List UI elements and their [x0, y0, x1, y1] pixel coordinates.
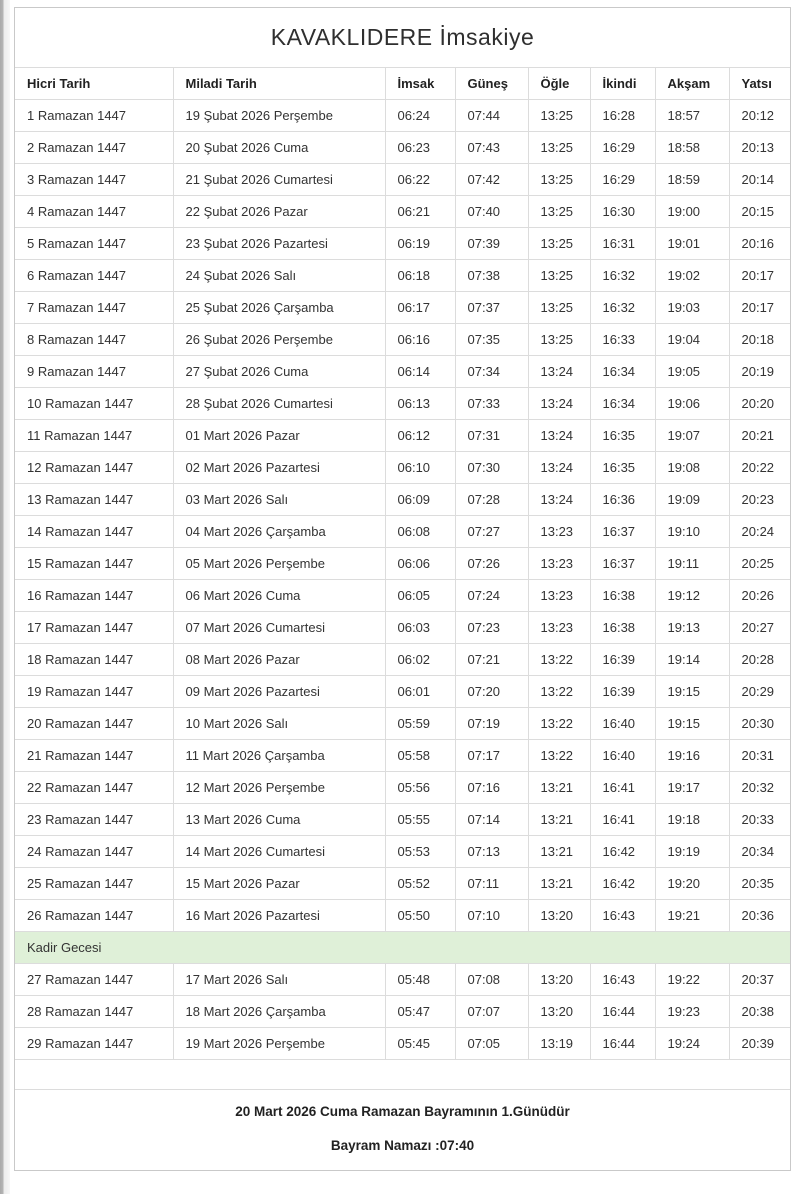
hicri-date-cell: 24 Ramazan 1447 — [15, 836, 173, 868]
miladi-date-cell: 08 Mart 2026 Pazar — [173, 644, 385, 676]
kadir-gecesi-label: Kadir Gecesi — [15, 932, 790, 964]
table-row — [15, 228, 790, 260]
time-cell: 20:12 — [729, 100, 790, 132]
title-block — [15, 8, 790, 68]
miladi-date-cell: 02 Mart 2026 Pazartesi — [173, 452, 385, 484]
time-cell: 19:13 — [655, 612, 729, 644]
time-cell: 07:37 — [455, 292, 528, 324]
time-cell: 06:22 — [385, 164, 455, 196]
time-cell: 19:10 — [655, 516, 729, 548]
time-cell: 05:59 — [385, 708, 455, 740]
miladi-date-cell: 26 Şubat 2026 Perşembe — [173, 324, 385, 356]
miladi-date-cell: 28 Şubat 2026 Cumartesi — [173, 388, 385, 420]
time-cell: 13:25 — [528, 292, 590, 324]
time-cell: 20:23 — [729, 484, 790, 516]
time-cell: 13:20 — [528, 964, 590, 996]
time-cell: 19:19 — [655, 836, 729, 868]
bayram-day-note: 20 Mart 2026 Cuma Ramazan Bayramının 1.Günüdür — [235, 1104, 570, 1119]
time-cell: 20:20 — [729, 388, 790, 420]
time-cell: 16:29 — [590, 132, 655, 164]
time-cell: 20:28 — [729, 644, 790, 676]
miladi-date-cell: 15 Mart 2026 Pazar — [173, 868, 385, 900]
time-cell: 16:38 — [590, 612, 655, 644]
prayer-times-table — [15, 68, 790, 1060]
time-cell: 16:37 — [590, 516, 655, 548]
time-cell: 20:34 — [729, 836, 790, 868]
table-row — [15, 964, 790, 996]
time-cell: 20:22 — [729, 452, 790, 484]
table-row — [15, 516, 790, 548]
time-cell: 16:37 — [590, 548, 655, 580]
table-row — [15, 804, 790, 836]
time-cell: 19:04 — [655, 324, 729, 356]
table-row — [15, 324, 790, 356]
hicri-date-cell: 18 Ramazan 1447 — [15, 644, 173, 676]
time-cell: 19:09 — [655, 484, 729, 516]
table-row — [15, 260, 790, 292]
time-cell: 16:40 — [590, 708, 655, 740]
time-cell: 19:16 — [655, 740, 729, 772]
hicri-date-cell: 21 Ramazan 1447 — [15, 740, 173, 772]
time-cell: 07:17 — [455, 740, 528, 772]
miladi-date-cell: 11 Mart 2026 Çarşamba — [173, 740, 385, 772]
miladi-date-cell: 22 Şubat 2026 Pazar — [173, 196, 385, 228]
hicri-date-cell: 13 Ramazan 1447 — [15, 484, 173, 516]
time-cell: 07:24 — [455, 580, 528, 612]
time-cell: 13:21 — [528, 836, 590, 868]
miladi-date-cell: 17 Mart 2026 Salı — [173, 964, 385, 996]
time-cell: 13:25 — [528, 100, 590, 132]
hicri-date-cell: 19 Ramazan 1447 — [15, 676, 173, 708]
table-row — [15, 708, 790, 740]
column-header: Yatsı — [729, 68, 790, 100]
hicri-date-cell: 12 Ramazan 1447 — [15, 452, 173, 484]
time-cell: 16:34 — [590, 356, 655, 388]
time-cell: 06:13 — [385, 388, 455, 420]
time-cell: 13:20 — [528, 996, 590, 1028]
time-cell: 19:08 — [655, 452, 729, 484]
column-header: Miladi Tarih — [173, 68, 385, 100]
time-cell: 13:22 — [528, 740, 590, 772]
time-cell: 18:58 — [655, 132, 729, 164]
time-cell: 16:42 — [590, 836, 655, 868]
time-cell: 07:07 — [455, 996, 528, 1028]
time-cell: 13:22 — [528, 644, 590, 676]
hicri-date-cell: 2 Ramazan 1447 — [15, 132, 173, 164]
time-cell: 19:23 — [655, 996, 729, 1028]
time-cell: 13:23 — [528, 516, 590, 548]
hicri-date-cell: 27 Ramazan 1447 — [15, 964, 173, 996]
time-cell: 20:30 — [729, 708, 790, 740]
time-cell: 13:22 — [528, 708, 590, 740]
time-cell: 13:24 — [528, 356, 590, 388]
time-cell: 07:16 — [455, 772, 528, 804]
time-cell: 16:31 — [590, 228, 655, 260]
time-cell: 19:15 — [655, 708, 729, 740]
miladi-date-cell: 13 Mart 2026 Cuma — [173, 804, 385, 836]
time-cell: 07:27 — [455, 516, 528, 548]
time-cell: 19:01 — [655, 228, 729, 260]
hicri-date-cell: 16 Ramazan 1447 — [15, 580, 173, 612]
time-cell: 07:08 — [455, 964, 528, 996]
table-row — [15, 740, 790, 772]
miladi-date-cell: 18 Mart 2026 Çarşamba — [173, 996, 385, 1028]
time-cell: 13:23 — [528, 548, 590, 580]
time-cell: 06:16 — [385, 324, 455, 356]
time-cell: 06:19 — [385, 228, 455, 260]
hicri-date-cell: 6 Ramazan 1447 — [15, 260, 173, 292]
time-cell: 06:02 — [385, 644, 455, 676]
time-cell: 07:43 — [455, 132, 528, 164]
time-cell: 06:21 — [385, 196, 455, 228]
time-cell: 19:02 — [655, 260, 729, 292]
time-cell: 16:35 — [590, 452, 655, 484]
time-cell: 06:08 — [385, 516, 455, 548]
time-cell: 20:26 — [729, 580, 790, 612]
empty-row — [15, 1060, 790, 1090]
time-cell: 20:17 — [729, 260, 790, 292]
time-cell: 06:01 — [385, 676, 455, 708]
time-cell: 06:18 — [385, 260, 455, 292]
time-cell: 20:19 — [729, 356, 790, 388]
time-cell: 16:39 — [590, 644, 655, 676]
hicri-date-cell: 20 Ramazan 1447 — [15, 708, 173, 740]
table-row — [15, 132, 790, 164]
hicri-date-cell: 9 Ramazan 1447 — [15, 356, 173, 388]
time-cell: 13:25 — [528, 132, 590, 164]
time-cell: 19:20 — [655, 868, 729, 900]
time-cell: 16:41 — [590, 772, 655, 804]
time-cell: 07:28 — [455, 484, 528, 516]
hicri-date-cell: 29 Ramazan 1447 — [15, 1028, 173, 1060]
hicri-date-cell: 11 Ramazan 1447 — [15, 420, 173, 452]
time-cell: 20:36 — [729, 900, 790, 932]
hicri-date-cell: 17 Ramazan 1447 — [15, 612, 173, 644]
prayer-table-body — [15, 100, 790, 1060]
time-cell: 20:29 — [729, 676, 790, 708]
time-cell: 19:15 — [655, 676, 729, 708]
table-row — [15, 452, 790, 484]
time-cell: 16:44 — [590, 1028, 655, 1060]
table-row — [15, 644, 790, 676]
time-cell: 20:32 — [729, 772, 790, 804]
time-cell: 20:39 — [729, 1028, 790, 1060]
time-cell: 20:37 — [729, 964, 790, 996]
time-cell: 16:35 — [590, 420, 655, 452]
time-cell: 13:25 — [528, 164, 590, 196]
time-cell: 20:14 — [729, 164, 790, 196]
table-row — [15, 420, 790, 452]
time-cell: 20:38 — [729, 996, 790, 1028]
time-cell: 05:53 — [385, 836, 455, 868]
hicri-date-cell: 7 Ramazan 1447 — [15, 292, 173, 324]
time-cell: 07:44 — [455, 100, 528, 132]
time-cell: 06:10 — [385, 452, 455, 484]
table-row — [15, 772, 790, 804]
time-cell: 20:24 — [729, 516, 790, 548]
time-cell: 13:22 — [528, 676, 590, 708]
time-cell: 13:21 — [528, 772, 590, 804]
time-cell: 06:14 — [385, 356, 455, 388]
time-cell: 20:13 — [729, 132, 790, 164]
time-cell: 07:35 — [455, 324, 528, 356]
page-title: KAVAKLIDERE İmsakiye — [270, 24, 535, 50]
time-cell: 19:24 — [655, 1028, 729, 1060]
time-cell: 05:56 — [385, 772, 455, 804]
miladi-date-cell: 09 Mart 2026 Pazartesi — [173, 676, 385, 708]
hicri-date-cell: 15 Ramazan 1447 — [15, 548, 173, 580]
hicri-date-cell: 1 Ramazan 1447 — [15, 100, 173, 132]
table-row — [15, 292, 790, 324]
time-cell: 13:25 — [528, 324, 590, 356]
miladi-date-cell: 25 Şubat 2026 Çarşamba — [173, 292, 385, 324]
hicri-date-cell: 3 Ramazan 1447 — [15, 164, 173, 196]
time-cell: 05:45 — [385, 1028, 455, 1060]
time-cell: 06:05 — [385, 580, 455, 612]
time-cell: 20:17 — [729, 292, 790, 324]
time-cell: 16:41 — [590, 804, 655, 836]
column-header: Güneş — [455, 68, 528, 100]
time-cell: 06:24 — [385, 100, 455, 132]
time-cell: 16:32 — [590, 260, 655, 292]
hicri-date-cell: 14 Ramazan 1447 — [15, 516, 173, 548]
footer-block — [15, 1090, 790, 1170]
hicri-date-cell: 10 Ramazan 1447 — [15, 388, 173, 420]
time-cell: 13:20 — [528, 900, 590, 932]
time-cell: 18:59 — [655, 164, 729, 196]
time-cell: 16:44 — [590, 996, 655, 1028]
miladi-date-cell: 27 Şubat 2026 Cuma — [173, 356, 385, 388]
time-cell: 05:48 — [385, 964, 455, 996]
time-cell: 07:34 — [455, 356, 528, 388]
table-row — [15, 484, 790, 516]
time-cell: 16:36 — [590, 484, 655, 516]
time-cell: 13:24 — [528, 420, 590, 452]
column-header: İkindi — [590, 68, 655, 100]
miladi-date-cell: 06 Mart 2026 Cuma — [173, 580, 385, 612]
time-cell: 16:39 — [590, 676, 655, 708]
time-cell: 07:10 — [455, 900, 528, 932]
hicri-date-cell: 22 Ramazan 1447 — [15, 772, 173, 804]
time-cell: 07:39 — [455, 228, 528, 260]
miladi-date-cell: 03 Mart 2026 Salı — [173, 484, 385, 516]
time-cell: 20:16 — [729, 228, 790, 260]
time-cell: 19:17 — [655, 772, 729, 804]
table-row — [15, 868, 790, 900]
miladi-date-cell: 05 Mart 2026 Perşembe — [173, 548, 385, 580]
time-cell: 06:06 — [385, 548, 455, 580]
time-cell: 20:27 — [729, 612, 790, 644]
table-row — [15, 548, 790, 580]
time-cell: 20:25 — [729, 548, 790, 580]
time-cell: 20:33 — [729, 804, 790, 836]
hicri-date-cell: 26 Ramazan 1447 — [15, 900, 173, 932]
time-cell: 05:50 — [385, 900, 455, 932]
hicri-date-cell: 5 Ramazan 1447 — [15, 228, 173, 260]
table-row — [15, 100, 790, 132]
time-cell: 07:40 — [455, 196, 528, 228]
miladi-date-cell: 21 Şubat 2026 Cumartesi — [173, 164, 385, 196]
miladi-date-cell: 24 Şubat 2026 Salı — [173, 260, 385, 292]
time-cell: 19:03 — [655, 292, 729, 324]
table-row — [15, 196, 790, 228]
miladi-date-cell: 20 Şubat 2026 Cuma — [173, 132, 385, 164]
time-cell: 07:33 — [455, 388, 528, 420]
time-cell: 13:21 — [528, 868, 590, 900]
time-cell: 16:30 — [590, 196, 655, 228]
time-cell: 05:47 — [385, 996, 455, 1028]
table-row — [15, 676, 790, 708]
time-cell: 07:30 — [455, 452, 528, 484]
imsakiye-card — [14, 7, 791, 1171]
table-row — [15, 388, 790, 420]
column-header: Öğle — [528, 68, 590, 100]
miladi-date-cell: 14 Mart 2026 Cumartesi — [173, 836, 385, 868]
hicri-date-cell: 4 Ramazan 1447 — [15, 196, 173, 228]
time-cell: 06:23 — [385, 132, 455, 164]
time-cell: 19:07 — [655, 420, 729, 452]
table-row — [15, 164, 790, 196]
time-cell: 16:29 — [590, 164, 655, 196]
time-cell: 07:26 — [455, 548, 528, 580]
time-cell: 19:18 — [655, 804, 729, 836]
miladi-date-cell: 01 Mart 2026 Pazar — [173, 420, 385, 452]
time-cell: 07:11 — [455, 868, 528, 900]
time-cell: 06:12 — [385, 420, 455, 452]
table-row — [15, 996, 790, 1028]
time-cell: 07:14 — [455, 804, 528, 836]
time-cell: 07:31 — [455, 420, 528, 452]
time-cell: 20:35 — [729, 868, 790, 900]
table-row — [15, 1028, 790, 1060]
miladi-date-cell: 16 Mart 2026 Pazartesi — [173, 900, 385, 932]
time-cell: 13:24 — [528, 388, 590, 420]
table-row — [15, 900, 790, 932]
miladi-date-cell: 19 Şubat 2026 Perşembe — [173, 100, 385, 132]
time-cell: 07:21 — [455, 644, 528, 676]
miladi-date-cell: 10 Mart 2026 Salı — [173, 708, 385, 740]
time-cell: 07:20 — [455, 676, 528, 708]
bayram-namazi-time: Bayram Namazı :07:40 — [330, 1138, 475, 1153]
time-cell: 16:42 — [590, 868, 655, 900]
time-cell: 13:24 — [528, 452, 590, 484]
time-cell: 16:43 — [590, 900, 655, 932]
time-cell: 20:15 — [729, 196, 790, 228]
miladi-date-cell: 19 Mart 2026 Perşembe — [173, 1028, 385, 1060]
left-scrollbar-track[interactable] — [0, 0, 10, 1194]
time-cell: 07:19 — [455, 708, 528, 740]
column-header: Hicri Tarih — [15, 68, 173, 100]
time-cell: 07:13 — [455, 836, 528, 868]
hicri-date-cell: 23 Ramazan 1447 — [15, 804, 173, 836]
time-cell: 13:24 — [528, 484, 590, 516]
kadir-gecesi-row — [15, 932, 790, 964]
time-cell: 16:32 — [590, 292, 655, 324]
time-cell: 19:21 — [655, 900, 729, 932]
time-cell: 05:55 — [385, 804, 455, 836]
table-row — [15, 836, 790, 868]
time-cell: 07:23 — [455, 612, 528, 644]
miladi-date-cell: 04 Mart 2026 Çarşamba — [173, 516, 385, 548]
time-cell: 19:14 — [655, 644, 729, 676]
time-cell: 19:06 — [655, 388, 729, 420]
time-cell: 16:33 — [590, 324, 655, 356]
table-row — [15, 612, 790, 644]
time-cell: 20:21 — [729, 420, 790, 452]
time-cell: 19:11 — [655, 548, 729, 580]
time-cell: 13:25 — [528, 260, 590, 292]
table-row — [15, 356, 790, 388]
time-cell: 16:40 — [590, 740, 655, 772]
table-header-row — [15, 68, 790, 100]
miladi-date-cell: 12 Mart 2026 Perşembe — [173, 772, 385, 804]
time-cell: 13:23 — [528, 612, 590, 644]
time-cell: 07:42 — [455, 164, 528, 196]
time-cell: 16:43 — [590, 964, 655, 996]
time-cell: 20:31 — [729, 740, 790, 772]
miladi-date-cell: 07 Mart 2026 Cumartesi — [173, 612, 385, 644]
hicri-date-cell: 28 Ramazan 1447 — [15, 996, 173, 1028]
time-cell: 16:38 — [590, 580, 655, 612]
time-cell: 16:28 — [590, 100, 655, 132]
time-cell: 13:25 — [528, 196, 590, 228]
time-cell: 13:21 — [528, 804, 590, 836]
time-cell: 19:22 — [655, 964, 729, 996]
time-cell: 19:12 — [655, 580, 729, 612]
time-cell: 06:17 — [385, 292, 455, 324]
time-cell: 05:58 — [385, 740, 455, 772]
time-cell: 07:38 — [455, 260, 528, 292]
time-cell: 06:09 — [385, 484, 455, 516]
time-cell: 05:52 — [385, 868, 455, 900]
column-header: İmsak — [385, 68, 455, 100]
column-header: Akşam — [655, 68, 729, 100]
time-cell: 19:05 — [655, 356, 729, 388]
time-cell: 16:34 — [590, 388, 655, 420]
time-cell: 13:19 — [528, 1028, 590, 1060]
hicri-date-cell: 25 Ramazan 1447 — [15, 868, 173, 900]
time-cell: 20:18 — [729, 324, 790, 356]
time-cell: 13:23 — [528, 580, 590, 612]
time-cell: 06:03 — [385, 612, 455, 644]
time-cell: 07:05 — [455, 1028, 528, 1060]
table-row — [15, 580, 790, 612]
miladi-date-cell: 23 Şubat 2026 Pazartesi — [173, 228, 385, 260]
hicri-date-cell: 8 Ramazan 1447 — [15, 324, 173, 356]
time-cell: 13:25 — [528, 228, 590, 260]
time-cell: 19:00 — [655, 196, 729, 228]
time-cell: 18:57 — [655, 100, 729, 132]
